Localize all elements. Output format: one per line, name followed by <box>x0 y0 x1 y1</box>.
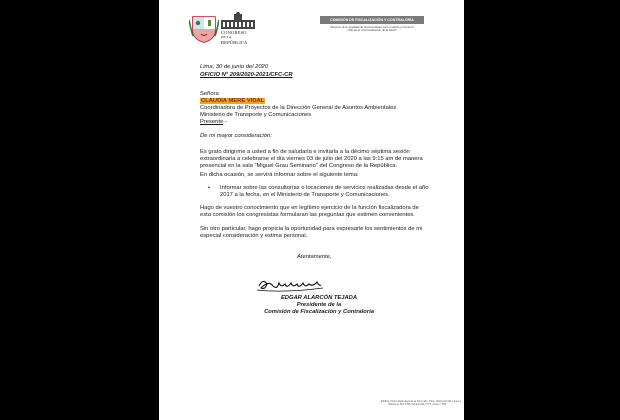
congress-logo <box>189 14 219 44</box>
p1-line2: extraordinaria a celebrarse el día viernes 03 de julio del 2020 a las 9:15 am de manera <box>200 156 423 162</box>
institution-line2: REPÚBLICA <box>221 40 248 45</box>
letter-reference: OFICIO N° 209/2020-2021/CFC-CR <box>200 72 293 78</box>
recipient-title1: Coordinadora de Proyectos de la Dirección General de Asuntos Ambientales <box>200 105 397 111</box>
letter-page <box>159 0 464 420</box>
bullet-dot: • <box>208 185 211 191</box>
p4-line2: especial consideración y estima personal. <box>200 233 308 239</box>
institution-line1: CONGRESO <box>221 30 247 35</box>
signer-name: EDGAR ALARCÓN TEJADA <box>280 295 358 301</box>
motto-line2: "Año de la Universalización de la Salud" <box>347 28 397 33</box>
congress-building-icon <box>221 12 255 30</box>
footer-address <box>381 400 461 407</box>
paragraph-invitation <box>200 149 421 170</box>
salutation: Señora <box>200 91 219 97</box>
bullet-line2: 2017 a la fecha, en el Ministerio de Transporte y Comunicaciones. <box>220 192 390 198</box>
recipient-name <box>200 98 265 105</box>
footer-line2: Teléfonos 311-7795 Central 311-7777, Anexo 7795 <box>387 403 447 407</box>
footer-line1: Edificio Víctor Raúl Haya de la Torre 2do. Piso, Oficina N°201 Línea 1 <box>381 400 461 403</box>
commission-banner: COMISIÓN DE FISCALIZACIÓN Y CONTRALORÍA <box>320 16 424 24</box>
recipient-name-highlight: CLAUDIA MERE VIDAL <box>201 98 265 104</box>
signer-role1: Presidente de la <box>296 302 342 308</box>
p3-line1: Hago de vuestro conocimiento que en legítimo ejercicio de la función fiscalizadora de <box>200 205 419 211</box>
p1-line3: presencial en la sala "Miguel Grau Seminario" del Congreso de la República. <box>200 163 398 169</box>
greeting: De mi mayor consideración: <box>200 133 272 139</box>
signer-role2: Comisión de Fiscalización y Contraloría <box>264 309 374 315</box>
p3-line2: esta comisión los congresistas formularan las preguntas que estimen convenientes. <box>200 212 415 218</box>
coat-of-arms-icon <box>189 14 219 44</box>
letter-date: Lima, 30 de junio del 2020 <box>200 64 269 70</box>
paragraph-oversight <box>200 205 421 219</box>
bullet-line1: Informar sobre las consultorías o locaciones de servicios realizadas desde el año <box>220 185 429 191</box>
motto <box>320 26 424 33</box>
paragraph-topic-intro: En dicha ocasión, se servirá informar sobre el siguiente tema: <box>200 172 359 178</box>
present-word: Presente <box>200 119 224 125</box>
recipient-title2: Ministerio de Transporte y Comunicaciones <box>200 112 312 118</box>
present-line <box>200 119 227 126</box>
institution-name <box>221 30 257 45</box>
institution-prefix: DE LA <box>221 35 232 39</box>
bullet-topic <box>220 185 428 199</box>
p4-line1: Sin otro particular, hago propicia la oportunidad para expresarle los sentimientos de mi <box>200 226 423 232</box>
closing-greeting: Atentamente, <box>297 254 332 260</box>
paragraph-closing <box>200 226 421 240</box>
p1-line1: Es grato dirigirme a usted a fin de saludarla e invitarla a la décimo séptima sesión <box>200 149 410 155</box>
present-suffix: .- <box>223 119 227 125</box>
motto-line1: "Decenio de la Igualdad de Oportunidades para mujeres y hombres" <box>329 25 415 29</box>
